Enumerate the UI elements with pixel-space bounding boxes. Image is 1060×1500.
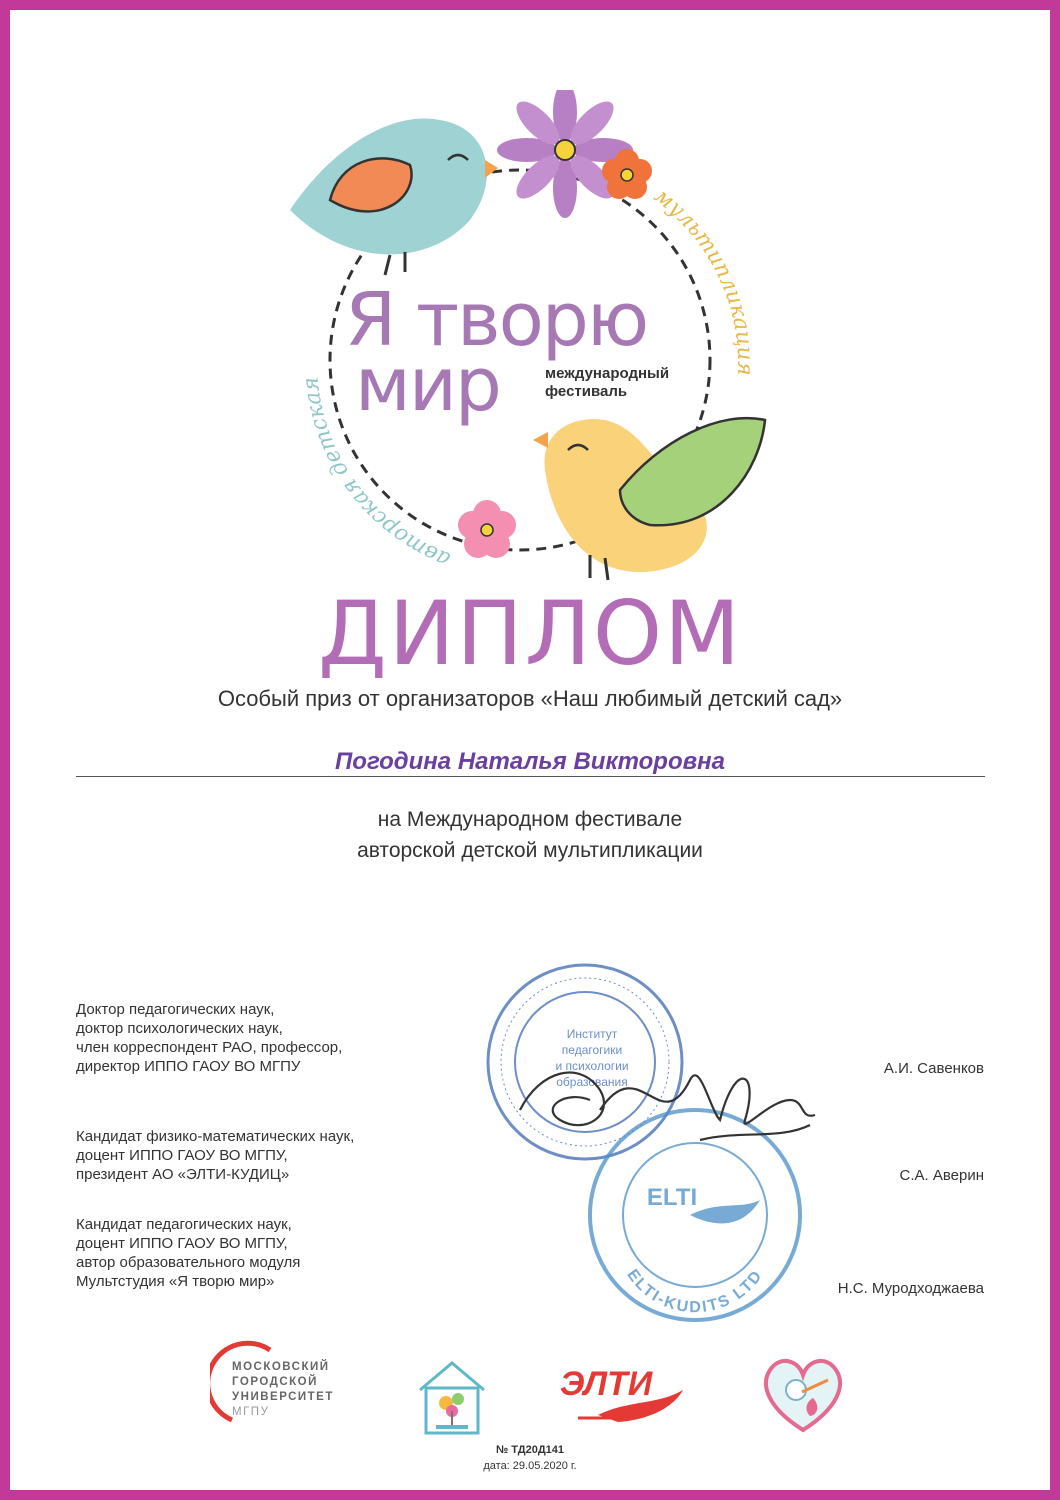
signatory-3-line: Кандидат педагогических наук, bbox=[76, 1216, 292, 1233]
arc-right-text: мультипликация bbox=[649, 183, 758, 376]
award-description bbox=[0, 804, 1060, 866]
elti-stamp-icon bbox=[590, 1110, 800, 1320]
logo-line1: Я творю bbox=[345, 277, 648, 363]
description-line2: авторской детской мультипликации bbox=[357, 839, 703, 862]
mgpu-line4: МГПУ bbox=[232, 1406, 270, 1418]
certificate-number: № ТД20Д141 bbox=[495, 1444, 565, 1456]
elti-logo-text: ЭЛТИ bbox=[560, 1365, 653, 1403]
stamp1-line2: педагогики bbox=[561, 1043, 623, 1057]
mgpu-logo-text bbox=[232, 1360, 334, 1420]
signatory-3-line: доцент ИППО ГАОУ ВО МГПУ, bbox=[76, 1235, 288, 1252]
certificate-date: дата: 29.05.2020 г. bbox=[483, 1460, 577, 1472]
logo-line2: мир bbox=[355, 342, 500, 428]
yellow-bird-icon bbox=[533, 418, 765, 580]
signatory-3-name: Н.С. Муродходжаева bbox=[837, 1280, 984, 1297]
description-line1: на Международном фестивале bbox=[377, 808, 683, 831]
festival-line2: фестиваль bbox=[545, 383, 628, 400]
signatory-3-line: Мультстудия «Я творю мир» bbox=[76, 1273, 275, 1290]
signatory-2-line: президент АО «ЭЛТИ-КУДИЦ» bbox=[76, 1166, 290, 1183]
arc-left-text: авторская детская bbox=[298, 375, 454, 572]
heart-stork-logo-icon bbox=[758, 1350, 848, 1435]
institute-stamp-icon bbox=[488, 965, 682, 1159]
signatory-3-titles bbox=[76, 1215, 300, 1291]
stamp2-ring: ELTI-KUDITS LTD bbox=[623, 1266, 767, 1317]
diploma-title-text: ДИПЛОМ bbox=[317, 590, 743, 680]
mgpu-line3: УНИВЕРСИТЕТ bbox=[232, 1391, 334, 1403]
purple-flower-icon bbox=[497, 90, 633, 218]
signatory-3-line: автор образовательного модуля bbox=[76, 1254, 301, 1271]
signatory-1-line: доктор психологических наук, bbox=[76, 1020, 283, 1037]
signatory-2-line: доцент ИППО ГАОУ ВО МГПУ, bbox=[76, 1147, 288, 1164]
signatory-2-name: С.А. Аверин bbox=[899, 1167, 984, 1184]
kindergarten-house-logo-icon bbox=[412, 1355, 492, 1440]
stamp2-brand: ELTI bbox=[646, 1184, 698, 1211]
signatory-2-line: Кандидат физико-математических наук, bbox=[76, 1128, 355, 1145]
stamp1-line3: и психологии bbox=[555, 1059, 629, 1073]
elti-logo-icon bbox=[558, 1360, 698, 1430]
festival-logo bbox=[280, 90, 780, 590]
signatory-1-line: Доктор педагогических наук, bbox=[76, 1001, 275, 1018]
mgpu-line1: МОСКОВСКИЙ bbox=[232, 1361, 330, 1373]
signatory-2-titles bbox=[76, 1127, 354, 1184]
signatory-1-titles bbox=[76, 1000, 342, 1076]
diploma-title bbox=[0, 590, 1060, 680]
blue-bird-icon bbox=[290, 118, 498, 275]
recipient-name: Погодина Наталья Викторовна bbox=[335, 748, 725, 775]
award-subtitle: Особый приз от организаторов «Наш любимый детский сад» bbox=[217, 686, 843, 711]
signatory-1-name: А.И. Савенков bbox=[883, 1060, 984, 1077]
pink-flower-icon bbox=[458, 500, 516, 558]
signatory-1-line: директор ИППО ГАОУ ВО МГПУ bbox=[76, 1058, 301, 1075]
mgpu-line2: ГОРОДСКОЙ bbox=[232, 1376, 318, 1388]
festival-line1: международный bbox=[545, 365, 670, 382]
stamp1-line4: образования bbox=[556, 1075, 628, 1089]
name-underline bbox=[76, 776, 985, 777]
stamps-area bbox=[480, 960, 820, 1340]
signatory-1-line: член корреспондент РАО, профессор, bbox=[76, 1039, 343, 1056]
stamp1-line1: Институт bbox=[566, 1027, 618, 1041]
